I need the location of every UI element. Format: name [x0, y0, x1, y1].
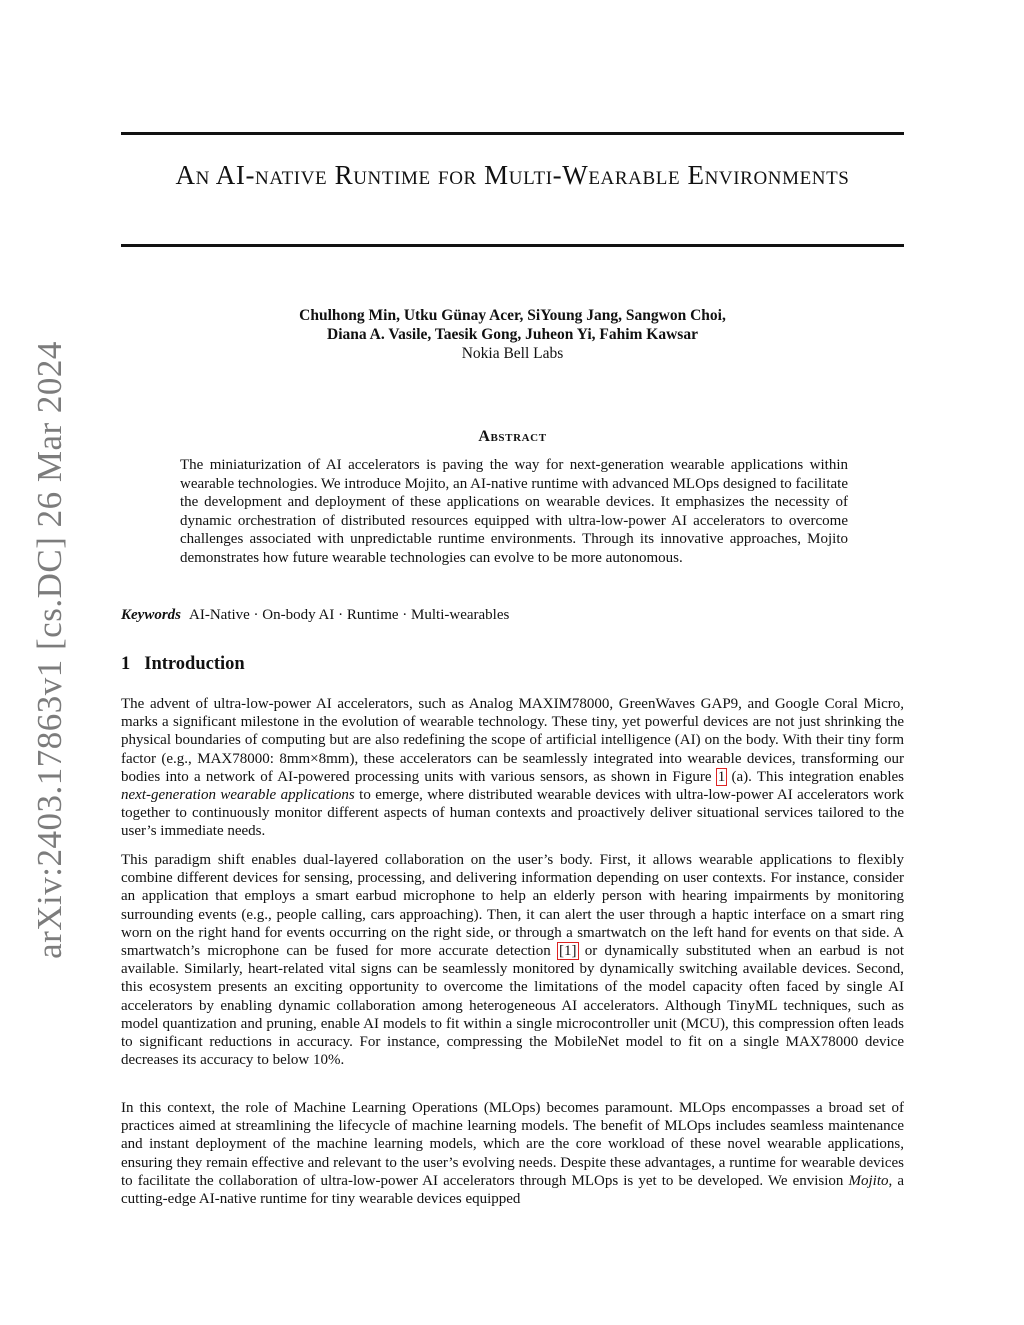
section-number: 1: [121, 654, 131, 674]
section-heading: [121, 654, 904, 675]
keywords-list: AI-Native · On-body AI · Runtime · Multi-wearables: [189, 607, 510, 623]
p1-text-b: (a). This integration enables: [726, 768, 904, 785]
affiliation: Nokia Bell Labs: [461, 345, 564, 362]
author-line-2: Diana A. Vasile, Taesik Gong, Juheon Yi, Fahim Kawsar: [327, 326, 698, 343]
citation-link[interactable]: [1]: [559, 943, 577, 960]
arxiv-identifier-text: arXiv:2403.17863v1 [cs.DC] 26 Mar 2024: [30, 341, 69, 959]
keywords: [121, 606, 904, 624]
keywords-label: Keywords: [121, 607, 181, 623]
author-block: [121, 306, 904, 363]
intro-paragraph-1: [121, 695, 904, 841]
p3-emphasis: Mojito: [848, 1172, 889, 1189]
p1-emphasis: next-generation wearable applications: [121, 787, 355, 804]
p2-text-a: This paradigm shift enables dual-layered collaboration on the user’s body. First, it allows wearable applications to flexibly combine different devices for sensing, processing, and delivering information depending on user contexts. For instance, consider an application that employs a smart earbud microphone to help an elderly person with hearing impairments by monitoring surrounding events (e.g., people calling, cars approaching). Then, it can alert the user through a haptic interface on a smart ring worn on the right hand for events occurring on the right side, or through a smartwatch on the left hand for events on that side. A smartwatch’s microphone can be fused for more accurate detection: [121, 852, 904, 960]
p1-text-c: to emerge, where distributed wearable devices with ultra-low-power AI accelerators work together to continuously monitor different aspects of human contexts and proactively deliver situational services tailored to the user’s immediate needs.: [121, 787, 904, 840]
abstract-heading: Abstract: [478, 428, 547, 445]
section-title: Introduction: [144, 654, 245, 674]
p3-text-b: , a cutting-edge AI-native runtime for tiny wearable devices equipped: [121, 1172, 904, 1208]
p1-text-a: The advent of ultra-low-power AI accelerators, such as Analog MAXIM78000, GreenWaves GAP9, and Google Coral Micro, marks a significant milestone in the evolution of wearable technology. These tiny, yet powerful devices are not just shrinking the physical boundaries of computing but are also redefining the scope of artificial intelligence (AI) on the body. With their tiny form factor (e.g., MAX78000: 8mm×8mm), these accelerators can be seamlessly integrated into wearable devices, transforming our bodies into a network of AI-powered processing units with various sensors, as shown in Figure: [121, 696, 904, 785]
figure-reference-link[interactable]: 1: [717, 768, 726, 785]
intro-paragraph-3: [121, 1099, 904, 1208]
p3-text-a: In this context, the role of Machine Learning Operations (MLOps) becomes paramount. MLOps encompasses a broad set of practices aimed at streamlining the lifecycle of machine learning models. The benefit of MLOps includes seamless maintenance and instant deployment of the machine learning models, which are the core workload of these novel wearable applications, ensuring they remain effective and relevant to the user’s evolving needs. Despite these advantages, a runtime for wearable devices to facilitate the collaboration of ultra-low-power AI accelerators through MLOps is yet to be developed. We envision: [121, 1100, 904, 1189]
paper-title: An AI-native Runtime for Multi-Wearable Environments: [175, 160, 850, 190]
intro-paragraph-2: [121, 851, 904, 1069]
title-rule-top: [121, 132, 904, 135]
author-line-1: Chulhong Min, Utku Günay Acer, SiYoung Jang, Sangwon Choi,: [299, 307, 726, 324]
title-rule-bottom: [121, 244, 904, 247]
arxiv-identifier: [28, 341, 72, 959]
abstract-text: The miniaturization of AI accelerators is paving the way for next-generation wearable applications within wearable technologies. We introduce Mojito, an AI-native runtime with advanced MLOps designed to facilitate the development and deployment of these applications on wearable devices. It emphasizes the necessity of dynamic orchestration of distributed resources equipped with ultra-low-power AI accelerators to overcome challenges associated with unpredictable runtime environments. Through its innovative approaches, Mojito demonstrates how future wearable technologies can evolve to be more autonomous.: [180, 457, 848, 566]
p2-text-b: or dynamically substituted when an earbud is not available. Similarly, heart-related vital signs can be seamlessly monitored by dynamically switching available devices. Second, this ecosystem presents an exciting opportunity to overcome the limitations of the model capacity often faced by single AI accelerators by enabling dynamic collaboration among heterogeneous AI accelerators. Although TinyML techniques, such as model quantization and pruning, enable AI models to fit within a single microcontroller unit (MCU), this compression often leads to significant reductions in accuracy. For instance, compressing the MobileNet model to fit on a single MAX78000 device decreases its accuracy to below 10%.: [121, 943, 904, 1069]
